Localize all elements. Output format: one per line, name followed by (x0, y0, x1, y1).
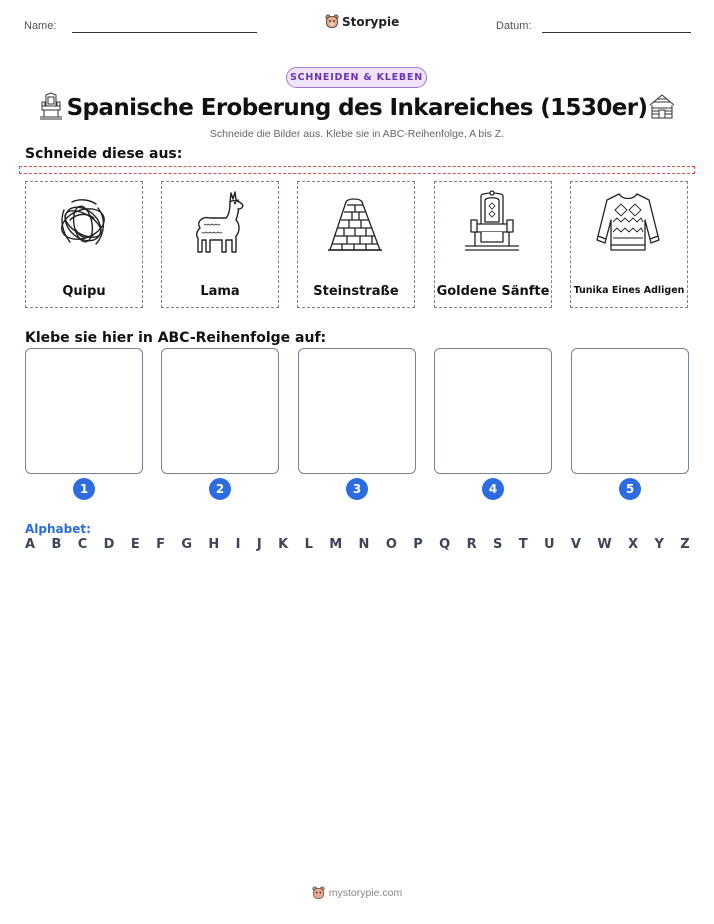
quipu-icon (50, 190, 116, 256)
alphabet-letter: D (103, 537, 115, 552)
alphabet-letter: J (256, 537, 262, 552)
alphabet-letter: Z (680, 537, 690, 552)
alphabet-letter: Q (439, 537, 451, 552)
card-label-lama: Lama (200, 284, 240, 299)
alphabet-letter: H (208, 537, 220, 552)
cut-card-steinstrasse[interactable] (297, 181, 415, 308)
alphabet-letter: X (628, 537, 639, 552)
alphabet-letter: P (413, 537, 423, 552)
alphabet-label: Alphabet: (25, 522, 91, 536)
bear-icon (325, 14, 339, 29)
alphabet-letter: O (385, 537, 397, 552)
alphabet-letter: B (51, 537, 62, 552)
date-line[interactable] (542, 32, 691, 33)
alphabet-letter: M (329, 537, 343, 552)
card-label-goldene-saenfte: Goldene Sänfte (436, 284, 550, 299)
paste-box-5[interactable] (571, 348, 689, 474)
alphabet-letter: U (543, 537, 555, 552)
throne-chair-icon (459, 190, 525, 258)
name-label: Name: (24, 20, 57, 32)
card-label-quipu: Quipu (62, 284, 106, 299)
paste-box-4[interactable] (434, 348, 552, 474)
alphabet-letter: N (358, 537, 370, 552)
paste-number-4: 4 (482, 478, 504, 500)
alphabet-letter: C (77, 537, 88, 552)
alphabet-letter: E (130, 537, 140, 552)
cut-line (19, 166, 695, 174)
paste-box-1[interactable] (25, 348, 143, 474)
paste-number-1: 1 (73, 478, 95, 500)
alphabet-letter: L (304, 537, 313, 552)
alphabet-letter: Y (654, 537, 664, 552)
brand-name: Storypie (342, 14, 400, 29)
brand-logo (325, 14, 399, 29)
paste-box-2[interactable] (161, 348, 279, 474)
cut-card-lama[interactable] (161, 181, 279, 308)
alphabet-letter: V (570, 537, 581, 552)
alphabet-letter: I (235, 537, 241, 552)
cut-card-quipu[interactable] (25, 181, 143, 308)
alphabet-letter: S (492, 537, 503, 552)
alphabet-letter: T (518, 537, 528, 552)
tunic-icon (593, 190, 663, 254)
cut-card-goldene-saenfte[interactable] (434, 181, 552, 308)
paste-section-heading: Klebe sie hier in ABC-Reihenfolge auf: (25, 330, 327, 346)
cut-card-tunika[interactable] (570, 181, 688, 308)
cut-section-heading: Schneide diese aus: (25, 146, 183, 162)
paste-number-5: 5 (619, 478, 641, 500)
llama-icon (186, 190, 252, 260)
alphabet-letter: W (597, 537, 612, 552)
footer (0, 886, 714, 900)
card-label-tunika: Tunika Eines Adligen (573, 285, 685, 296)
alphabet-letter: R (466, 537, 477, 552)
paste-number-2: 2 (209, 478, 231, 500)
alphabet-letters (25, 537, 690, 552)
stone-road-icon (322, 190, 388, 256)
card-label-steinstrasse: Steinstraße (313, 284, 399, 299)
page-title: Spanische Eroberung des Inkareiches (1530er) (66, 95, 648, 121)
name-line[interactable] (72, 32, 257, 33)
date-label: Datum: (496, 20, 532, 32)
footer-url[interactable]: mystorypie.com (328, 887, 403, 899)
activity-badge: SCHNEIDEN & KLEBEN (286, 67, 427, 88)
paste-number-3: 3 (346, 478, 368, 500)
paste-box-3[interactable] (298, 348, 416, 474)
alphabet-letter: F (156, 537, 165, 552)
alphabet-letter: G (181, 537, 193, 552)
instructions: Schneide die Bilder aus. Klebe sie in ABC-Reihenfolge, A bis Z. (209, 128, 505, 140)
alphabet-letter: A (25, 537, 36, 552)
alphabet-letter: K (278, 537, 289, 552)
bear-icon (312, 886, 325, 900)
